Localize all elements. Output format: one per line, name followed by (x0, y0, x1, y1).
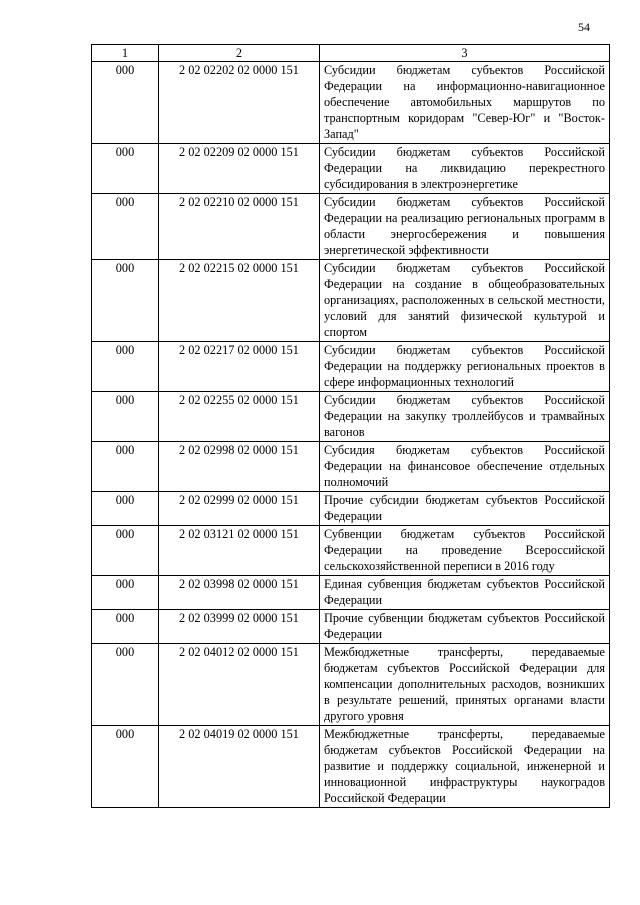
admin-code-cell: 000 (92, 260, 159, 342)
table-row (92, 526, 610, 576)
table-row (92, 144, 610, 194)
budget-code-cell: 2 02 03998 02 0000 151 (159, 576, 320, 610)
description-cell: Межбюджетные трансферты, передаваемые бюджетам субъектов Российской Федерации для компенсации дополнительных расходов, возникших в результате решений, принятых органами власти другого уровня (320, 644, 610, 726)
header-column-3: 3 (320, 45, 610, 62)
description-cell: Субсидии бюджетам субъектов Российской Федерации на создание в общеобразовательных организациях, расположенных в сельской местности, условий для занятий физической культурой и спортом (320, 260, 610, 342)
header-row (92, 45, 610, 62)
admin-code-cell: 000 (92, 62, 159, 144)
description-cell: Субсидии бюджетам субъектов Российской Федерации на закупку троллейбусов и трамвайных вагонов (320, 392, 610, 442)
budget-code-cell: 2 02 02255 02 0000 151 (159, 392, 320, 442)
table-row (92, 260, 610, 342)
description-cell: Межбюджетные трансферты, передаваемые бюджетам субъектов Российской Федерации на развитие и поддержку социальной, инженерной и инновационной инфраструктуры наукоградов Российской Федерации (320, 726, 610, 808)
budget-code-cell: 2 02 02998 02 0000 151 (159, 442, 320, 492)
admin-code-cell: 000 (92, 610, 159, 644)
budget-code-cell: 2 02 03121 02 0000 151 (159, 526, 320, 576)
description-cell: Прочие субвенции бюджетам субъектов Российской Федерации (320, 610, 610, 644)
table-row (92, 194, 610, 260)
description-cell: Субсидии бюджетам субъектов Российской Федерации на информационно-навигационное обеспечение автомобильных маршрутов по транспортным коридорам "Север-Юг" и "Восток-Запад" (320, 62, 610, 144)
description-cell: Субсидия бюджетам субъектов Российской Федерации на финансовое обеспечение отдельных полномочий (320, 442, 610, 492)
admin-code-cell: 000 (92, 492, 159, 526)
table-row (92, 62, 610, 144)
admin-code-cell: 000 (92, 576, 159, 610)
budget-code-cell: 2 02 02217 02 0000 151 (159, 342, 320, 392)
table-row (92, 610, 610, 644)
description-cell: Субвенции бюджетам субъектов Российской Федерации на проведение Всероссийской сельскохозяйственной переписи в 2016 году (320, 526, 610, 576)
budget-code-cell: 2 02 04019 02 0000 151 (159, 726, 320, 808)
description-cell: Субсидии бюджетам субъектов Российской Федерации на ликвидацию перекрестного субсидирования в электроэнергетике (320, 144, 610, 194)
table-row (92, 442, 610, 492)
budget-code-cell: 2 02 03999 02 0000 151 (159, 610, 320, 644)
budget-code-cell: 2 02 02209 02 0000 151 (159, 144, 320, 194)
header-column-1: 1 (92, 45, 159, 62)
description-cell: Единая субвенция бюджетам субъектов Российской Федерации (320, 576, 610, 610)
budget-code-cell: 2 02 02215 02 0000 151 (159, 260, 320, 342)
budget-code-cell: 2 02 02210 02 0000 151 (159, 194, 320, 260)
admin-code-cell: 000 (92, 392, 159, 442)
page-number: 54 (578, 20, 590, 34)
header-column-2: 2 (159, 45, 320, 62)
description-cell: Прочие субсидии бюджетам субъектов Российской Федерации (320, 492, 610, 526)
description-cell: Субсидии бюджетам субъектов Российской Федерации на поддержку региональных проектов в сфере информационных технологий (320, 342, 610, 392)
table-body (92, 62, 610, 808)
admin-code-cell: 000 (92, 644, 159, 726)
budget-code-cell: 2 02 02202 02 0000 151 (159, 62, 320, 144)
table-row (92, 342, 610, 392)
admin-code-cell: 000 (92, 194, 159, 260)
budget-code-cell: 2 02 04012 02 0000 151 (159, 644, 320, 726)
table-row (92, 726, 610, 808)
description-cell: Субсидии бюджетам субъектов Российской Федерации на реализацию региональных программ в области энергосбережения и повышения энергетической эффективности (320, 194, 610, 260)
budget-classification-table (91, 44, 610, 808)
table-row (92, 644, 610, 726)
table-row (92, 576, 610, 610)
table-row (92, 392, 610, 442)
table-header (92, 45, 610, 62)
table-row (92, 492, 610, 526)
admin-code-cell: 000 (92, 526, 159, 576)
budget-code-cell: 2 02 02999 02 0000 151 (159, 492, 320, 526)
admin-code-cell: 000 (92, 144, 159, 194)
admin-code-cell: 000 (92, 442, 159, 492)
admin-code-cell: 000 (92, 342, 159, 392)
admin-code-cell: 000 (92, 726, 159, 808)
